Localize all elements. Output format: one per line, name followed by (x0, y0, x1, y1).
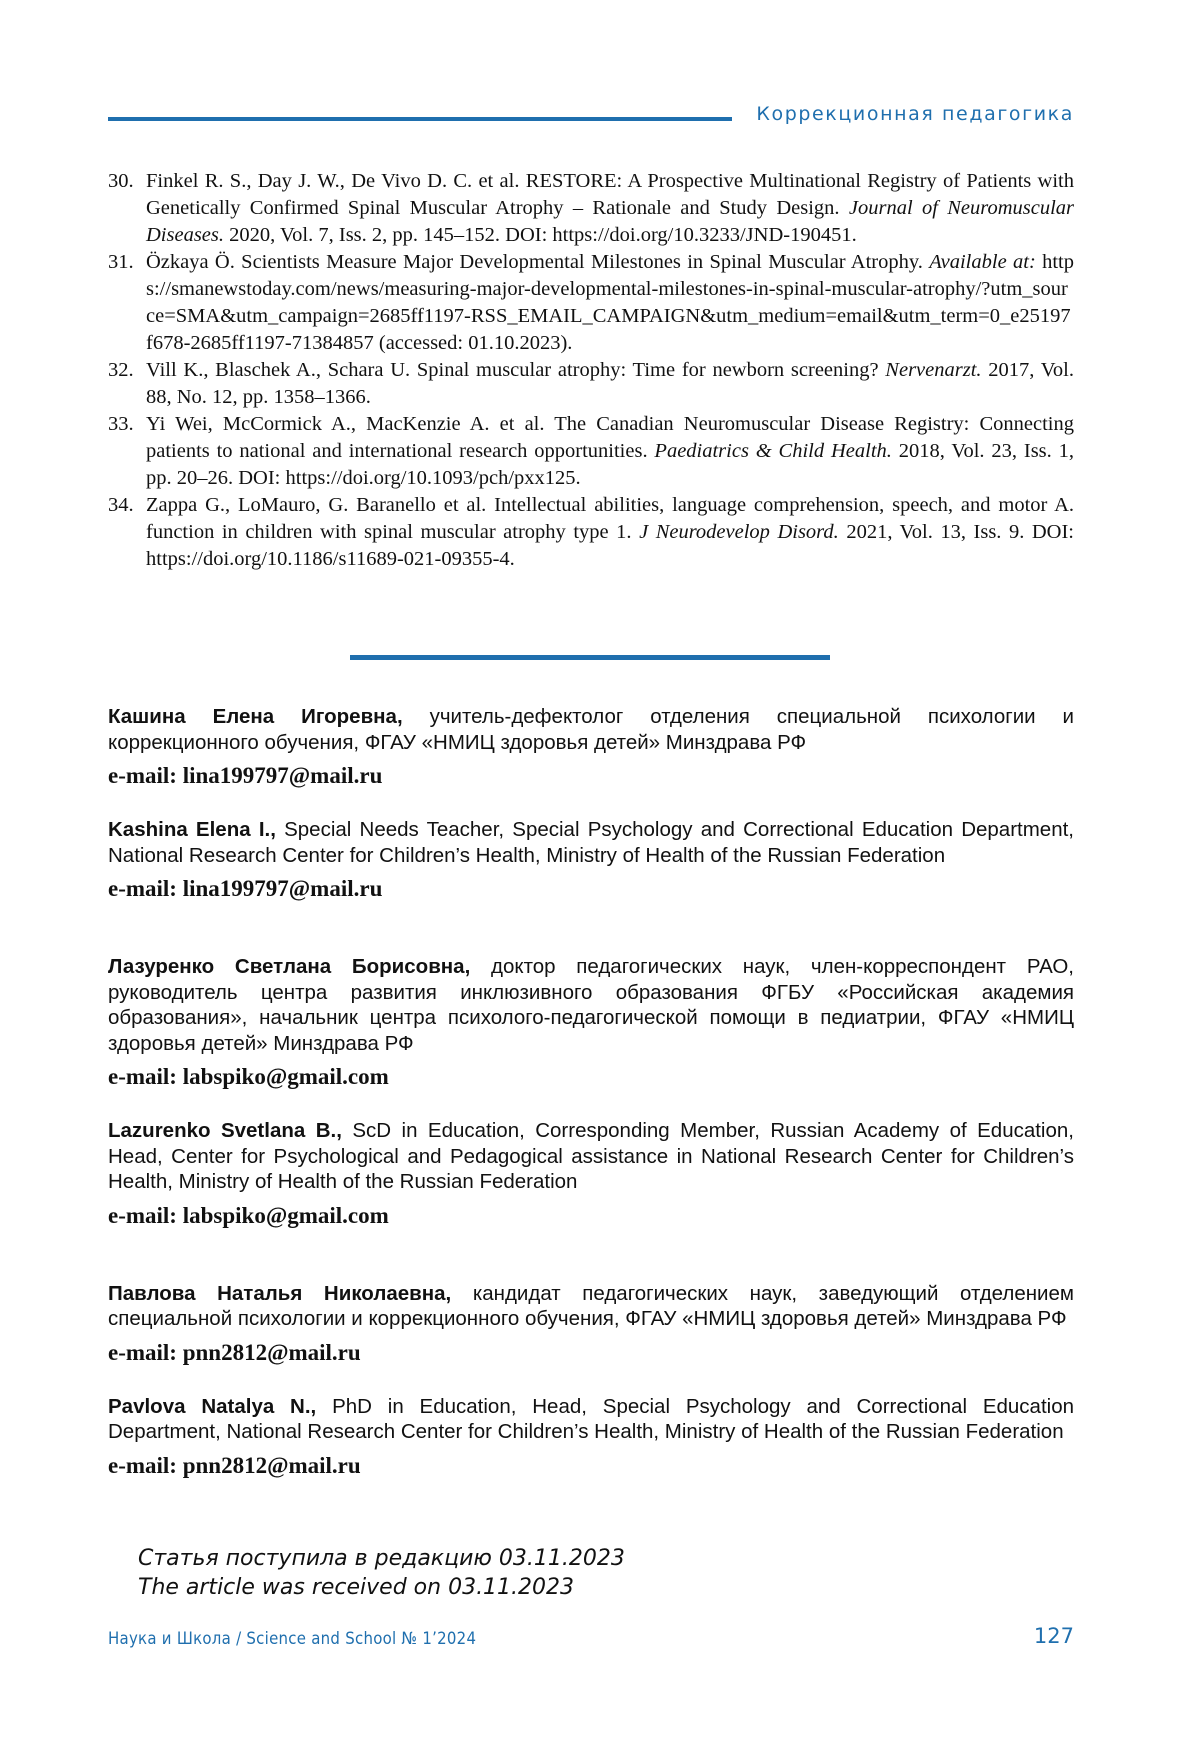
received-note (138, 1544, 625, 1602)
reference-url[interactable]: https://smanewstoday.com/news/measuring-major-developmental-milestones-in-spinal-muscular-atrophy/?utm_source=SMA&utm_campaign=2685ff1197-RSS_EMAIL_CAMPAIGN&utm_medium=email&utm_term=0_e25197f678-2685ff1197-71384857 (accessed: 01.10.2023). (146, 251, 1074, 354)
author-email[interactable]: e-mail: lina199797@mail.ru (108, 876, 383, 901)
reference-source: J Neurodevelop Disord. (639, 521, 839, 543)
reference-source: Paediatrics & Child Health. (654, 440, 892, 462)
author-description: Special Needs Teacher, Special Psychology and Correctional Education Department, National Research Center for Children’s Health, Ministry of Health of the Russian Federation (108, 818, 1074, 867)
reference-number: 33. (108, 413, 134, 435)
section-divider (350, 655, 830, 660)
reference-number: 31. (108, 251, 134, 273)
author-email[interactable]: e-mail: labspiko@gmail.com (108, 1064, 389, 1089)
author-en (108, 1394, 1074, 1445)
author-name: Кашина Елена Игоревна, (108, 705, 403, 728)
received-ru: Статья поступила в редакцию 03.11.2023 (138, 1546, 625, 1571)
header-rule (108, 117, 732, 121)
author-email[interactable]: e-mail: lina199797@mail.ru (108, 763, 383, 788)
author-name: Лазуренко Светлана Борисовна, (108, 955, 471, 978)
reference-text (146, 411, 1074, 492)
journal-footer: Наука и Школа / Science and School № 1’2024 (108, 1629, 477, 1649)
reference-item (108, 357, 1074, 411)
author-en (108, 817, 1074, 868)
author-ru (108, 954, 1074, 1056)
reference-details: 2018, Vol. 23, Iss. 1, pp. 20–26. DOI: https://doi.org/10.1093/pch/pxx125. (146, 440, 1074, 489)
author-description: доктор педагогических наук, член-корреспондент РАО, руководитель центра развития инклюзивного образования ФГБУ «Российская академия образования», начальник центра психолого-педагогической помощи в педиатрии, ФГАУ «НМИЦ здоровья детей» Минздрава РФ (108, 955, 1074, 1055)
running-header (108, 100, 1074, 130)
reference-details: 2021, Vol. 13, Iss. 9. DOI: https://doi.org/10.1186/s11689-021-09355-4. (146, 521, 1074, 570)
reference-body: Vill K., Blaschek A., Schara U. Spinal muscular atrophy: Time for newborn screening? (146, 359, 886, 381)
reference-body: Zappa G., LoMauro, G. Baranello et al. Intellectual abilities, language comprehension, speech, and motor A. function in children with spinal muscular atrophy type 1. (146, 494, 1074, 543)
reference-item (108, 492, 1074, 573)
author-description: кандидат педагогических наук, заведующий отделением специальной психологии и коррекционного обучения, ФГАУ «НМИЦ здоровья детей» Минздрава РФ (108, 1281, 1075, 1330)
author-name: Павлова Наталья Николаевна, (108, 1281, 452, 1305)
reference-source: Nervenarzt. (885, 359, 982, 381)
author-name: Pavlova Natalya N., (108, 1394, 317, 1418)
reference-source: Journal of Neuromuscular Diseases. (146, 197, 1075, 246)
author-email[interactable]: e-mail: pnn2812@mail.ru (108, 1452, 361, 1478)
reference-item (108, 249, 1074, 357)
author-name: Lazurenko Svetlana B., (108, 1119, 342, 1142)
reference-body: Özkaya Ö. Scientists Measure Major Developmental Milestones in Spinal Muscular Atrophy. (146, 251, 930, 273)
author-email[interactable]: e-mail: pnn2812@mail.ru (108, 1339, 361, 1365)
author-description: PhD in Education, Head, Special Psychology and Correctional Education Department, National Research Center for Children’s Health, Ministry of Health of the Russian Federation (108, 1394, 1075, 1443)
author-description: ScD in Education, Corresponding Member, Russian Academy of Education, Head, Center for Psychological and Pedagogical assistance in National Research Center for Children’s Health, Ministry of Health of the Russian Federation (108, 1119, 1074, 1193)
reference-source: Available at: (929, 251, 1036, 273)
author-info (108, 704, 1074, 1481)
reference-list (108, 168, 1074, 573)
author-name: Kashina Elena I., (108, 818, 276, 841)
reference-details: 2020, Vol. 7, Iss. 2, pp. 145–152. DOI: https://doi.org/10.3233/JND-190451. (224, 224, 857, 246)
reference-text (146, 168, 1074, 249)
reference-number: 32. (108, 359, 134, 381)
reference-text (146, 357, 1074, 411)
reference-details: 2017, Vol. 88, No. 12, pp. 1358–1366. (146, 359, 1074, 408)
reference-number: 34. (108, 494, 134, 516)
reference-item (108, 411, 1074, 492)
reference-body: Finkel R. S., Day J. W., De Vivo D. C. et al. RESTORE: A Prospective Multinational Registry of Patients with Genetically Confirmed Spinal Muscular Atrophy – Rationale and Study Design. (146, 170, 1074, 219)
reference-text (146, 492, 1074, 573)
reference-number: 30. (108, 170, 134, 192)
author-description: учитель-дефектолог отделения специальной психологии и коррекционного обучения, ФГАУ «НМИЦ здоровья детей» Минздрава РФ (108, 705, 1075, 754)
author-ru (108, 1281, 1074, 1332)
page-number: 127 (1033, 1624, 1074, 1648)
received-en: The article was received on 03.11.2023 (138, 1575, 575, 1600)
reference-item (108, 168, 1074, 249)
reference-body: Yi Wei, McCormick A., MacKenzie A. et al. The Canadian Neuromuscular Disease Registry: Connecting patients to national and international research opportunities. (146, 413, 1074, 462)
author-en (108, 1118, 1074, 1195)
section-title: Коррекционная педагогика (756, 103, 1074, 125)
author-ru (108, 704, 1074, 755)
reference-text (146, 249, 1074, 357)
author-email[interactable]: e-mail: labspiko@gmail.com (108, 1202, 389, 1228)
